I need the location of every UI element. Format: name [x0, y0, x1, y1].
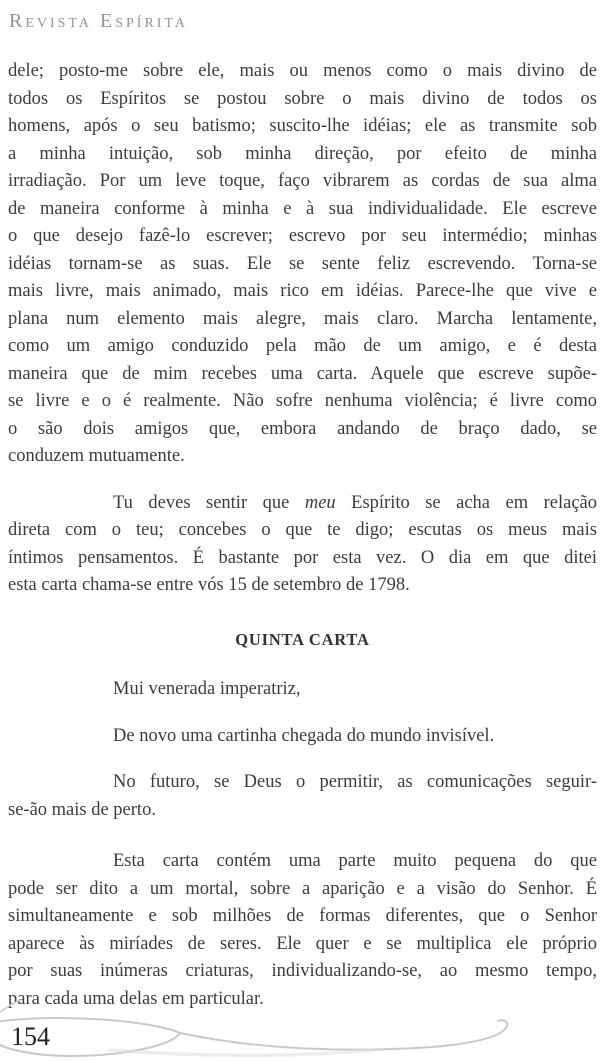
paragraph-5	[8, 769, 597, 824]
text-line: idéias tornam-se as suas. Ele se sente feliz escrevendo. Torna-se	[8, 253, 597, 274]
text-line: No futuro, se Deus o permitir, as comunicações seguir-	[113, 772, 597, 792]
text-line: maneira que de mim recebes uma carta. Aquele que escreve supõe-	[8, 363, 597, 384]
text-line: direta com o teu; concebes o que te digo; escutas os meus mais	[8, 520, 597, 540]
text-line: esta carta chama-se entre vós 15 de setembro de 1798.	[8, 575, 410, 595]
text-line: simultaneamente e sob milhões de formas diferentes, que o Senhor	[8, 906, 597, 926]
text-line: mais livre, mais animado, mais rico em idéias. Parece-lhe que vive e	[8, 281, 597, 301]
page-number: 154	[11, 1022, 50, 1051]
running-header	[9, 10, 188, 33]
text-line: por suas inúmeras criaturas, individualizando-se, ao mesmo tempo,	[8, 961, 597, 981]
text-line: a minha intuição, sob minha direção, por efeito de minha	[8, 143, 597, 164]
text-line: se-ão mais de perto.	[8, 799, 156, 820]
section-heading: QUINTA CARTA	[235, 629, 370, 649]
paragraph-2	[8, 490, 597, 600]
text-line	[8, 490, 597, 518]
text-line: dele; posto-me sobre ele, mais ou menos como o mais divino de	[8, 61, 597, 81]
text-line: De novo uma cartinha chegada do mundo invisível.	[113, 725, 495, 746]
body-text	[8, 58, 597, 1013]
text-line: conduzem mutuamente.	[8, 446, 185, 466]
text-line: homens, após o seu batismo; suscito-lhe idéias; ele as transmite sob	[8, 116, 597, 136]
text-segment: Tu deves sentir que	[113, 492, 305, 513]
journal-title: Revista Espírita	[9, 10, 188, 32]
text-line: Esta carta contém uma parte muito pequena do que	[113, 851, 597, 871]
text-line: irradiação. Por um leve toque, faço vibrarem as cordas de sua alma	[8, 171, 597, 191]
text-line: o que desejo fazê-lo escrever; escrevo por seu intermédio; minhas	[8, 226, 597, 246]
text-line: aparece às miríades de seres. Ele quer e se multiplica ele próprio	[8, 933, 597, 954]
text-line: íntimos pensamentos. É bastante por esta vez. O dia em que ditei	[8, 547, 597, 568]
text-line: para cada uma delas em particular.	[8, 988, 264, 1009]
text-line: como um amigo conduzido pela mão de um amigo, e é desta	[8, 336, 597, 356]
paragraph-1	[8, 58, 597, 471]
paragraph-4	[8, 723, 597, 751]
text-line: Mui venerada imperatriz,	[113, 679, 301, 699]
paragraph-3	[8, 676, 597, 704]
text-line: de maneira conforme à minha e à sua individualidade. Ele escreve	[8, 198, 597, 219]
text-line: se livre e o é realmente. Não sofre nenhuma violência; é livre como	[8, 391, 597, 411]
text-segment: Espírito se acha em relação	[335, 492, 598, 513]
text-line: todos os Espíritos se postou sobre o mais divino de todos os	[8, 88, 597, 109]
italic-text: meu	[304, 492, 336, 513]
paragraph-6	[8, 848, 597, 1013]
text-line: o são dois amigos que, embora andando de braço dado, se	[8, 418, 597, 439]
text-line: pode ser dito a um mortal, sobre a aparição e a visão do Senhor. É	[8, 878, 597, 899]
text-line: plana num elemento mais alegre, mais claro. Marcha lentamente,	[8, 308, 597, 329]
